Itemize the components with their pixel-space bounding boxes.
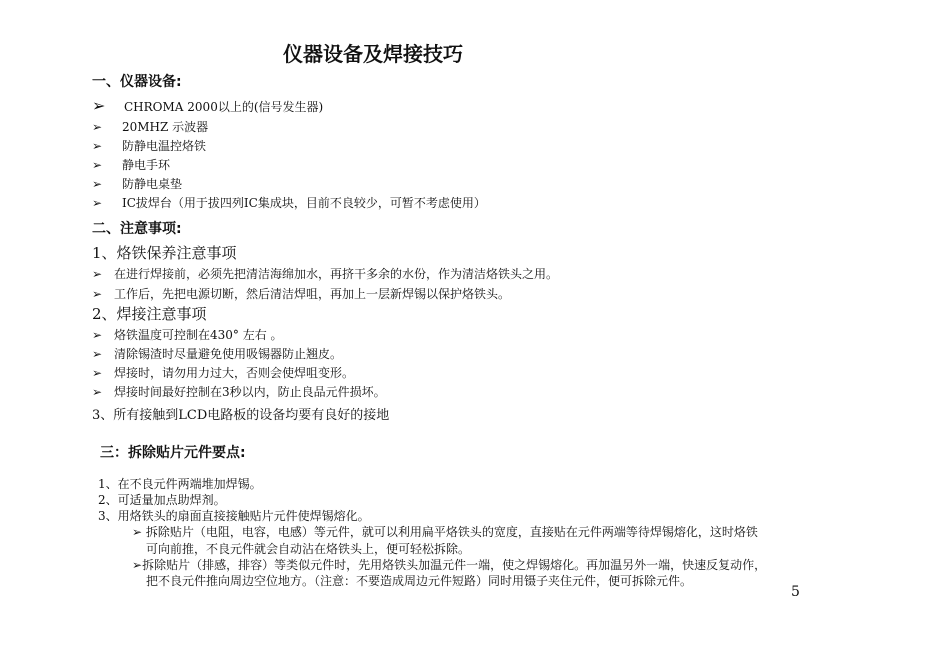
step-item: 2、可适量加点助焊剂。: [98, 493, 226, 507]
list-item: ➢ 静电手环: [92, 158, 171, 172]
arrow-bullet-icon: ➢: [92, 328, 103, 342]
arrow-bullet-icon: ➢: [92, 96, 106, 115]
list-item: ➢ 工作后，先把电源切断，然后清洁焊咀，再加上一层新焊锡以保护烙铁头。: [92, 287, 511, 301]
list-item: ➢ 焊接时，请勿用力过大，否则会使焊咀变形。: [92, 366, 355, 380]
subsection-heading: 2、焊接注意事项: [92, 305, 207, 323]
list-item: ➢ 烙铁温度可控制在430° 左右 。: [92, 328, 283, 342]
list-item: ➢ IC拔焊台（用于拔四列IC集成块，目前不良较少，可暂不考虑使用）: [92, 196, 486, 210]
step-item: 3、用烙铁头的扇面直接接触贴片元件使焊锡熔化。: [98, 509, 370, 523]
list-item: ➢ 防静电温控烙铁: [92, 139, 207, 153]
section1-heading: 一、仪器设备:: [92, 74, 182, 90]
list-item: ➢ 20MHZ 示波器: [92, 120, 209, 134]
note-item-continuation: 可向前推，不良元件就会自动沾在烙铁头上，便可轻松拆除。: [146, 542, 471, 556]
page-number: 5: [791, 584, 800, 600]
list-item: ➢ 清除锡渣时尽量避免使用吸锡器防止翘皮。: [92, 347, 343, 361]
arrow-bullet-icon: ➢: [92, 267, 103, 281]
arrow-bullet-icon: ➢: [92, 177, 103, 191]
arrow-bullet-icon: ➢: [92, 385, 103, 399]
arrow-bullet-icon: ➢: [92, 366, 103, 380]
arrow-bullet-icon: ➢: [92, 158, 103, 172]
list-item: ➢ CHROMA 2000以上的(信号发生器): [92, 96, 324, 115]
list-item: ➢ 在进行焊接前，必须先把清洁海绵加水，再挤干多余的水份，作为清洁烙铁头之用。: [92, 267, 559, 281]
section2-heading: 二、注意事项:: [92, 221, 182, 237]
subsection-heading: 1、烙铁保养注意事项: [92, 244, 237, 262]
arrow-bullet-icon: ➢: [132, 525, 146, 539]
list-item: ➢ 防静电桌垫: [92, 177, 183, 191]
arrow-bullet-icon: ➢: [92, 347, 103, 361]
arrow-bullet-icon: ➢: [92, 287, 103, 301]
step-item: 1、在不良元件两端堆加焊锡。: [98, 477, 262, 491]
arrow-bullet-icon: ➢: [132, 558, 143, 572]
note-item: ➢ 拆除贴片（电阻，电容，电感）等元件，就可以利用扁平烙铁头的宽度，直接贴在元件两端等待焊锡熔化，这时烙铁: [132, 525, 758, 539]
arrow-bullet-icon: ➢: [92, 120, 103, 134]
subsection-heading: 3、所有接触到LCD电路板的设备均要有良好的接地: [92, 408, 390, 423]
note-item: ➢拆除贴片（排感，排容）等类似元件时，先用烙铁头加温元件一端，使之焊锡熔化。再加温另外一端，快速反复动作，: [132, 558, 767, 572]
section3-heading: 三：拆除贴片元件要点:: [100, 445, 246, 461]
list-item: ➢ 焊接时间最好控制在3秒以内，防止良品元件损坏。: [92, 385, 386, 399]
page-title: 仪器设备及焊接技巧: [283, 42, 463, 66]
note-item-continuation: 把不良元件推向周边空位地方。（注意：不要造成周边元件短路）同时用镊子夹住元件，便可拆除元件。: [146, 574, 693, 588]
arrow-bullet-icon: ➢: [92, 139, 103, 153]
arrow-bullet-icon: ➢: [92, 196, 103, 210]
